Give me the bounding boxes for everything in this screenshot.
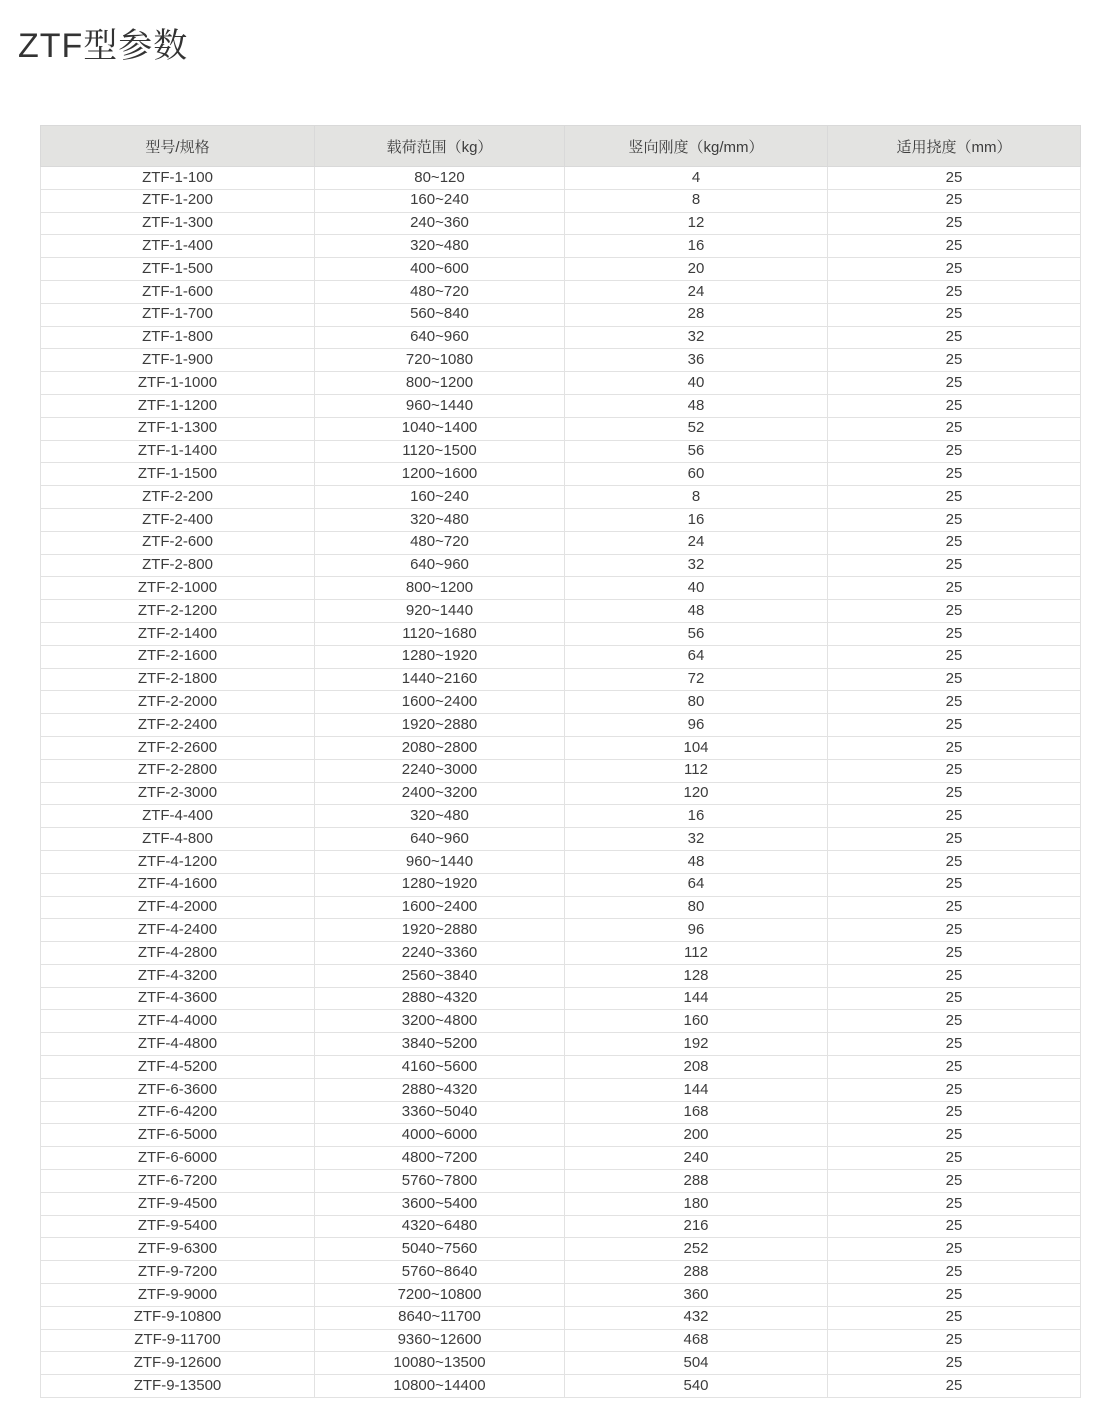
table-cell: 72 — [565, 668, 828, 691]
table-cell: ZTF-2-1400 — [41, 622, 315, 645]
table-cell: 168 — [565, 1101, 828, 1124]
table-cell: 25 — [828, 235, 1081, 258]
table-cell: ZTF-1-300 — [41, 212, 315, 235]
table-cell: 1280~1920 — [315, 645, 565, 668]
table-cell: 2080~2800 — [315, 736, 565, 759]
table-cell: ZTF-4-4800 — [41, 1033, 315, 1056]
table-cell: 25 — [828, 1238, 1081, 1261]
table-row — [41, 349, 1081, 372]
table-cell: ZTF-2-2400 — [41, 714, 315, 737]
table-cell: 16 — [565, 508, 828, 531]
table-cell: 128 — [565, 964, 828, 987]
table-cell: 288 — [565, 1261, 828, 1284]
table-cell: 800~1200 — [315, 372, 565, 395]
table-cell: ZTF-4-2400 — [41, 919, 315, 942]
table-cell: 25 — [828, 394, 1081, 417]
table-row — [41, 486, 1081, 509]
table-row — [41, 1375, 1081, 1398]
table-cell: 25 — [828, 372, 1081, 395]
table-cell: 25 — [828, 1261, 1081, 1284]
table-row — [41, 782, 1081, 805]
table-row — [41, 212, 1081, 235]
table-cell: 25 — [828, 1284, 1081, 1307]
table-cell: 3600~5400 — [315, 1192, 565, 1215]
table-cell: 160 — [565, 1010, 828, 1033]
table-cell: ZTF-6-4200 — [41, 1101, 315, 1124]
table-cell: 4320~6480 — [315, 1215, 565, 1238]
table-cell: 20 — [565, 258, 828, 281]
table-row — [41, 1101, 1081, 1124]
table-cell: 25 — [828, 1215, 1081, 1238]
table-cell: ZTF-4-5200 — [41, 1056, 315, 1079]
table-cell: 25 — [828, 850, 1081, 873]
table-cell: 252 — [565, 1238, 828, 1261]
table-cell: 96 — [565, 714, 828, 737]
table-row — [41, 280, 1081, 303]
table-cell: ZTF-4-1600 — [41, 873, 315, 896]
table-cell: ZTF-1-1200 — [41, 394, 315, 417]
table-cell: 25 — [828, 1170, 1081, 1193]
table-cell: ZTF-1-1400 — [41, 440, 315, 463]
table-cell: 560~840 — [315, 303, 565, 326]
table-cell: 25 — [828, 280, 1081, 303]
table-cell: 32 — [565, 554, 828, 577]
table-row — [41, 873, 1081, 896]
table-cell: 200 — [565, 1124, 828, 1147]
table-cell: 3840~5200 — [315, 1033, 565, 1056]
table-cell: ZTF-9-5400 — [41, 1215, 315, 1238]
table-row — [41, 759, 1081, 782]
table-cell: 800~1200 — [315, 577, 565, 600]
table-cell: ZTF-1-100 — [41, 167, 315, 190]
table-cell: 25 — [828, 714, 1081, 737]
table-cell: 80 — [565, 691, 828, 714]
table-cell: ZTF-9-4500 — [41, 1192, 315, 1215]
table-cell: 48 — [565, 394, 828, 417]
table-cell: 24 — [565, 531, 828, 554]
table-cell: 25 — [828, 896, 1081, 919]
table-row — [41, 987, 1081, 1010]
table-row — [41, 417, 1081, 440]
table-cell: 400~600 — [315, 258, 565, 281]
table-cell: 25 — [828, 1192, 1081, 1215]
table-row — [41, 828, 1081, 851]
table-cell: 640~960 — [315, 828, 565, 851]
table-cell: 25 — [828, 1329, 1081, 1352]
table-cell: 1120~1500 — [315, 440, 565, 463]
table-cell: 25 — [828, 1147, 1081, 1170]
table-cell: 80 — [565, 896, 828, 919]
table-cell: ZTF-4-2000 — [41, 896, 315, 919]
table-cell: 25 — [828, 1101, 1081, 1124]
table-cell: 4800~7200 — [315, 1147, 565, 1170]
table-cell: 2880~4320 — [315, 1078, 565, 1101]
table-row — [41, 1238, 1081, 1261]
header-load-range: 载荷范围（kg） — [315, 126, 565, 167]
table-cell: 216 — [565, 1215, 828, 1238]
table-cell: ZTF-6-6000 — [41, 1147, 315, 1170]
table-cell: 25 — [828, 349, 1081, 372]
table-cell: 5760~8640 — [315, 1261, 565, 1284]
table-cell: 8 — [565, 189, 828, 212]
table-cell: 112 — [565, 759, 828, 782]
table-row — [41, 964, 1081, 987]
table-cell: 60 — [565, 463, 828, 486]
table-cell: ZTF-1-800 — [41, 326, 315, 349]
table-cell: 25 — [828, 805, 1081, 828]
table-row — [41, 577, 1081, 600]
table-cell: ZTF-9-7200 — [41, 1261, 315, 1284]
table-cell: 25 — [828, 486, 1081, 509]
table-cell: 80~120 — [315, 167, 565, 190]
table-cell: ZTF-2-2800 — [41, 759, 315, 782]
table-cell: 144 — [565, 987, 828, 1010]
table-cell: ZTF-1-900 — [41, 349, 315, 372]
table-cell: 960~1440 — [315, 394, 565, 417]
table-cell: ZTF-1-1300 — [41, 417, 315, 440]
table-row — [41, 1306, 1081, 1329]
table-row — [41, 1033, 1081, 1056]
table-cell: ZTF-6-7200 — [41, 1170, 315, 1193]
table-cell: ZTF-9-11700 — [41, 1329, 315, 1352]
table-cell: ZTF-9-6300 — [41, 1238, 315, 1261]
table-cell: 5760~7800 — [315, 1170, 565, 1193]
page-title: ZTF型参数 — [18, 27, 189, 65]
table-cell: 10080~13500 — [315, 1352, 565, 1375]
table-cell: ZTF-2-400 — [41, 508, 315, 531]
table-cell: 25 — [828, 1056, 1081, 1079]
table-row — [41, 1215, 1081, 1238]
table-cell: 2240~3000 — [315, 759, 565, 782]
table-cell: 7200~10800 — [315, 1284, 565, 1307]
table-cell: 192 — [565, 1033, 828, 1056]
header-vertical-stiffness: 竖向刚度（kg/mm） — [565, 126, 828, 167]
table-cell: 25 — [828, 258, 1081, 281]
table-cell: 4 — [565, 167, 828, 190]
table-cell: 720~1080 — [315, 349, 565, 372]
table-row — [41, 896, 1081, 919]
table-cell: 480~720 — [315, 531, 565, 554]
table-row — [41, 622, 1081, 645]
table-cell: 1280~1920 — [315, 873, 565, 896]
table-cell: ZTF-1-700 — [41, 303, 315, 326]
table-cell: 1040~1400 — [315, 417, 565, 440]
table-cell: ZTF-1-600 — [41, 280, 315, 303]
table-cell: 2240~3360 — [315, 942, 565, 965]
table-cell: 320~480 — [315, 235, 565, 258]
table-cell: 320~480 — [315, 508, 565, 531]
table-cell: 36 — [565, 349, 828, 372]
table-cell: 25 — [828, 919, 1081, 942]
table-row — [41, 1352, 1081, 1375]
table-cell: 52 — [565, 417, 828, 440]
table-row — [41, 1010, 1081, 1033]
table-cell: ZTF-2-1200 — [41, 600, 315, 623]
table-cell: 540 — [565, 1375, 828, 1398]
table-cell: 96 — [565, 919, 828, 942]
spec-table-header — [41, 126, 1081, 167]
table-cell: ZTF-9-9000 — [41, 1284, 315, 1307]
table-cell: ZTF-2-3000 — [41, 782, 315, 805]
table-cell: 3200~4800 — [315, 1010, 565, 1033]
table-row — [41, 1056, 1081, 1079]
table-row — [41, 668, 1081, 691]
table-cell: 3360~5040 — [315, 1101, 565, 1124]
table-cell: 180 — [565, 1192, 828, 1215]
table-cell: ZTF-9-10800 — [41, 1306, 315, 1329]
table-cell: 640~960 — [315, 554, 565, 577]
table-cell: 25 — [828, 1033, 1081, 1056]
table-cell: ZTF-1-500 — [41, 258, 315, 281]
table-cell: ZTF-2-1800 — [41, 668, 315, 691]
table-cell: 2400~3200 — [315, 782, 565, 805]
table-cell: 25 — [828, 691, 1081, 714]
table-cell: 468 — [565, 1329, 828, 1352]
table-row — [41, 942, 1081, 965]
table-row — [41, 850, 1081, 873]
table-row — [41, 303, 1081, 326]
table-cell: 25 — [828, 987, 1081, 1010]
table-cell: 32 — [565, 828, 828, 851]
table-row — [41, 258, 1081, 281]
table-row — [41, 1284, 1081, 1307]
table-cell: 28 — [565, 303, 828, 326]
table-cell: 64 — [565, 873, 828, 896]
table-cell: 960~1440 — [315, 850, 565, 873]
table-cell: 25 — [828, 1124, 1081, 1147]
table-row — [41, 1078, 1081, 1101]
table-cell: ZTF-4-800 — [41, 828, 315, 851]
table-cell: 1120~1680 — [315, 622, 565, 645]
table-row — [41, 736, 1081, 759]
table-row — [41, 1329, 1081, 1352]
table-row — [41, 1124, 1081, 1147]
table-cell: ZTF-9-13500 — [41, 1375, 315, 1398]
table-cell: 8 — [565, 486, 828, 509]
table-cell: 1600~2400 — [315, 691, 565, 714]
table-cell: 25 — [828, 668, 1081, 691]
header-model-spec: 型号/规格 — [41, 126, 315, 167]
table-row — [41, 235, 1081, 258]
table-cell: 1920~2880 — [315, 714, 565, 737]
table-row — [41, 372, 1081, 395]
table-cell: 240 — [565, 1147, 828, 1170]
table-row — [41, 531, 1081, 554]
table-row — [41, 714, 1081, 737]
table-cell: 25 — [828, 942, 1081, 965]
table-cell: 920~1440 — [315, 600, 565, 623]
table-cell: ZTF-2-800 — [41, 554, 315, 577]
table-cell: 56 — [565, 440, 828, 463]
table-cell: ZTF-1-1500 — [41, 463, 315, 486]
table-cell: ZTF-4-1200 — [41, 850, 315, 873]
table-row — [41, 508, 1081, 531]
table-cell: 56 — [565, 622, 828, 645]
table-cell: ZTF-2-600 — [41, 531, 315, 554]
table-cell: 25 — [828, 531, 1081, 554]
table-cell: 40 — [565, 577, 828, 600]
table-cell: 25 — [828, 326, 1081, 349]
table-cell: 25 — [828, 600, 1081, 623]
table-cell: 25 — [828, 645, 1081, 668]
table-row — [41, 1192, 1081, 1215]
table-cell: 8640~11700 — [315, 1306, 565, 1329]
table-cell: 25 — [828, 303, 1081, 326]
table-cell: 12 — [565, 212, 828, 235]
table-cell: 1600~2400 — [315, 896, 565, 919]
table-cell: 288 — [565, 1170, 828, 1193]
table-cell: ZTF-4-4000 — [41, 1010, 315, 1033]
table-cell: 25 — [828, 189, 1081, 212]
header-row — [41, 126, 1081, 167]
table-row — [41, 554, 1081, 577]
table-cell: 25 — [828, 828, 1081, 851]
table-cell: ZTF-6-5000 — [41, 1124, 315, 1147]
table-body — [41, 167, 1081, 1398]
table-cell: 25 — [828, 759, 1081, 782]
table-cell: 9360~12600 — [315, 1329, 565, 1352]
table-cell: 320~480 — [315, 805, 565, 828]
table-cell: 25 — [828, 463, 1081, 486]
table-cell: ZTF-1-1000 — [41, 372, 315, 395]
table-cell: 208 — [565, 1056, 828, 1079]
table-cell: 240~360 — [315, 212, 565, 235]
table-cell: 25 — [828, 577, 1081, 600]
table-row — [41, 1261, 1081, 1284]
table-row — [41, 691, 1081, 714]
table-cell: 25 — [828, 1078, 1081, 1101]
table-row — [41, 600, 1081, 623]
table-cell: 4160~5600 — [315, 1056, 565, 1079]
table-cell: ZTF-6-3600 — [41, 1078, 315, 1101]
table-cell: ZTF-2-1600 — [41, 645, 315, 668]
table-cell: 16 — [565, 805, 828, 828]
table-cell: 4000~6000 — [315, 1124, 565, 1147]
table-cell: 40 — [565, 372, 828, 395]
table-cell: 64 — [565, 645, 828, 668]
table-cell: 25 — [828, 417, 1081, 440]
table-cell: 432 — [565, 1306, 828, 1329]
table-cell: 25 — [828, 1375, 1081, 1398]
table-cell: 25 — [828, 964, 1081, 987]
table-row — [41, 189, 1081, 212]
table-cell: ZTF-4-400 — [41, 805, 315, 828]
table-cell: 25 — [828, 736, 1081, 759]
header-applicable-deflection: 适用挠度（mm） — [828, 126, 1081, 167]
table-cell: ZTF-2-2600 — [41, 736, 315, 759]
table-cell: ZTF-4-2800 — [41, 942, 315, 965]
table-cell: 5040~7560 — [315, 1238, 565, 1261]
table-cell: 32 — [565, 326, 828, 349]
table-cell: 25 — [828, 1010, 1081, 1033]
table-cell: 104 — [565, 736, 828, 759]
table-cell: 640~960 — [315, 326, 565, 349]
table-cell: 120 — [565, 782, 828, 805]
table-row — [41, 919, 1081, 942]
table-cell: 25 — [828, 212, 1081, 235]
table-cell: 48 — [565, 850, 828, 873]
table-row — [41, 394, 1081, 417]
table-cell: 504 — [565, 1352, 828, 1375]
table-cell: ZTF-1-400 — [41, 235, 315, 258]
table-cell: 1920~2880 — [315, 919, 565, 942]
table-cell: 144 — [565, 1078, 828, 1101]
table-row — [41, 645, 1081, 668]
table-cell: 48 — [565, 600, 828, 623]
table-cell: 25 — [828, 1352, 1081, 1375]
table-cell: 25 — [828, 873, 1081, 896]
spec-table — [40, 125, 1081, 1398]
table-row — [41, 167, 1081, 190]
table-cell: 25 — [828, 782, 1081, 805]
table-row — [41, 1147, 1081, 1170]
table-cell: 25 — [828, 554, 1081, 577]
table-cell: 25 — [828, 440, 1081, 463]
table-cell: ZTF-9-12600 — [41, 1352, 315, 1375]
table-cell: ZTF-2-1000 — [41, 577, 315, 600]
table-cell: 16 — [565, 235, 828, 258]
table-cell: 360 — [565, 1284, 828, 1307]
table-row — [41, 805, 1081, 828]
table-cell: ZTF-4-3200 — [41, 964, 315, 987]
table-cell: ZTF-2-200 — [41, 486, 315, 509]
table-cell: 1200~1600 — [315, 463, 565, 486]
table-cell: ZTF-2-2000 — [41, 691, 315, 714]
table-cell: 25 — [828, 167, 1081, 190]
table-cell: 25 — [828, 1306, 1081, 1329]
table-cell: 25 — [828, 622, 1081, 645]
table-row — [41, 1170, 1081, 1193]
table-cell: ZTF-1-200 — [41, 189, 315, 212]
table-cell: 160~240 — [315, 189, 565, 212]
table-cell: 480~720 — [315, 280, 565, 303]
table-row — [41, 463, 1081, 486]
table-cell: 24 — [565, 280, 828, 303]
table-cell: 160~240 — [315, 486, 565, 509]
table-cell: 112 — [565, 942, 828, 965]
table-row — [41, 326, 1081, 349]
table-cell: 2560~3840 — [315, 964, 565, 987]
table-cell: 2880~4320 — [315, 987, 565, 1010]
table-cell: 1440~2160 — [315, 668, 565, 691]
table-cell: ZTF-4-3600 — [41, 987, 315, 1010]
table-cell: 10800~14400 — [315, 1375, 565, 1398]
table-cell: 25 — [828, 508, 1081, 531]
table-row — [41, 440, 1081, 463]
